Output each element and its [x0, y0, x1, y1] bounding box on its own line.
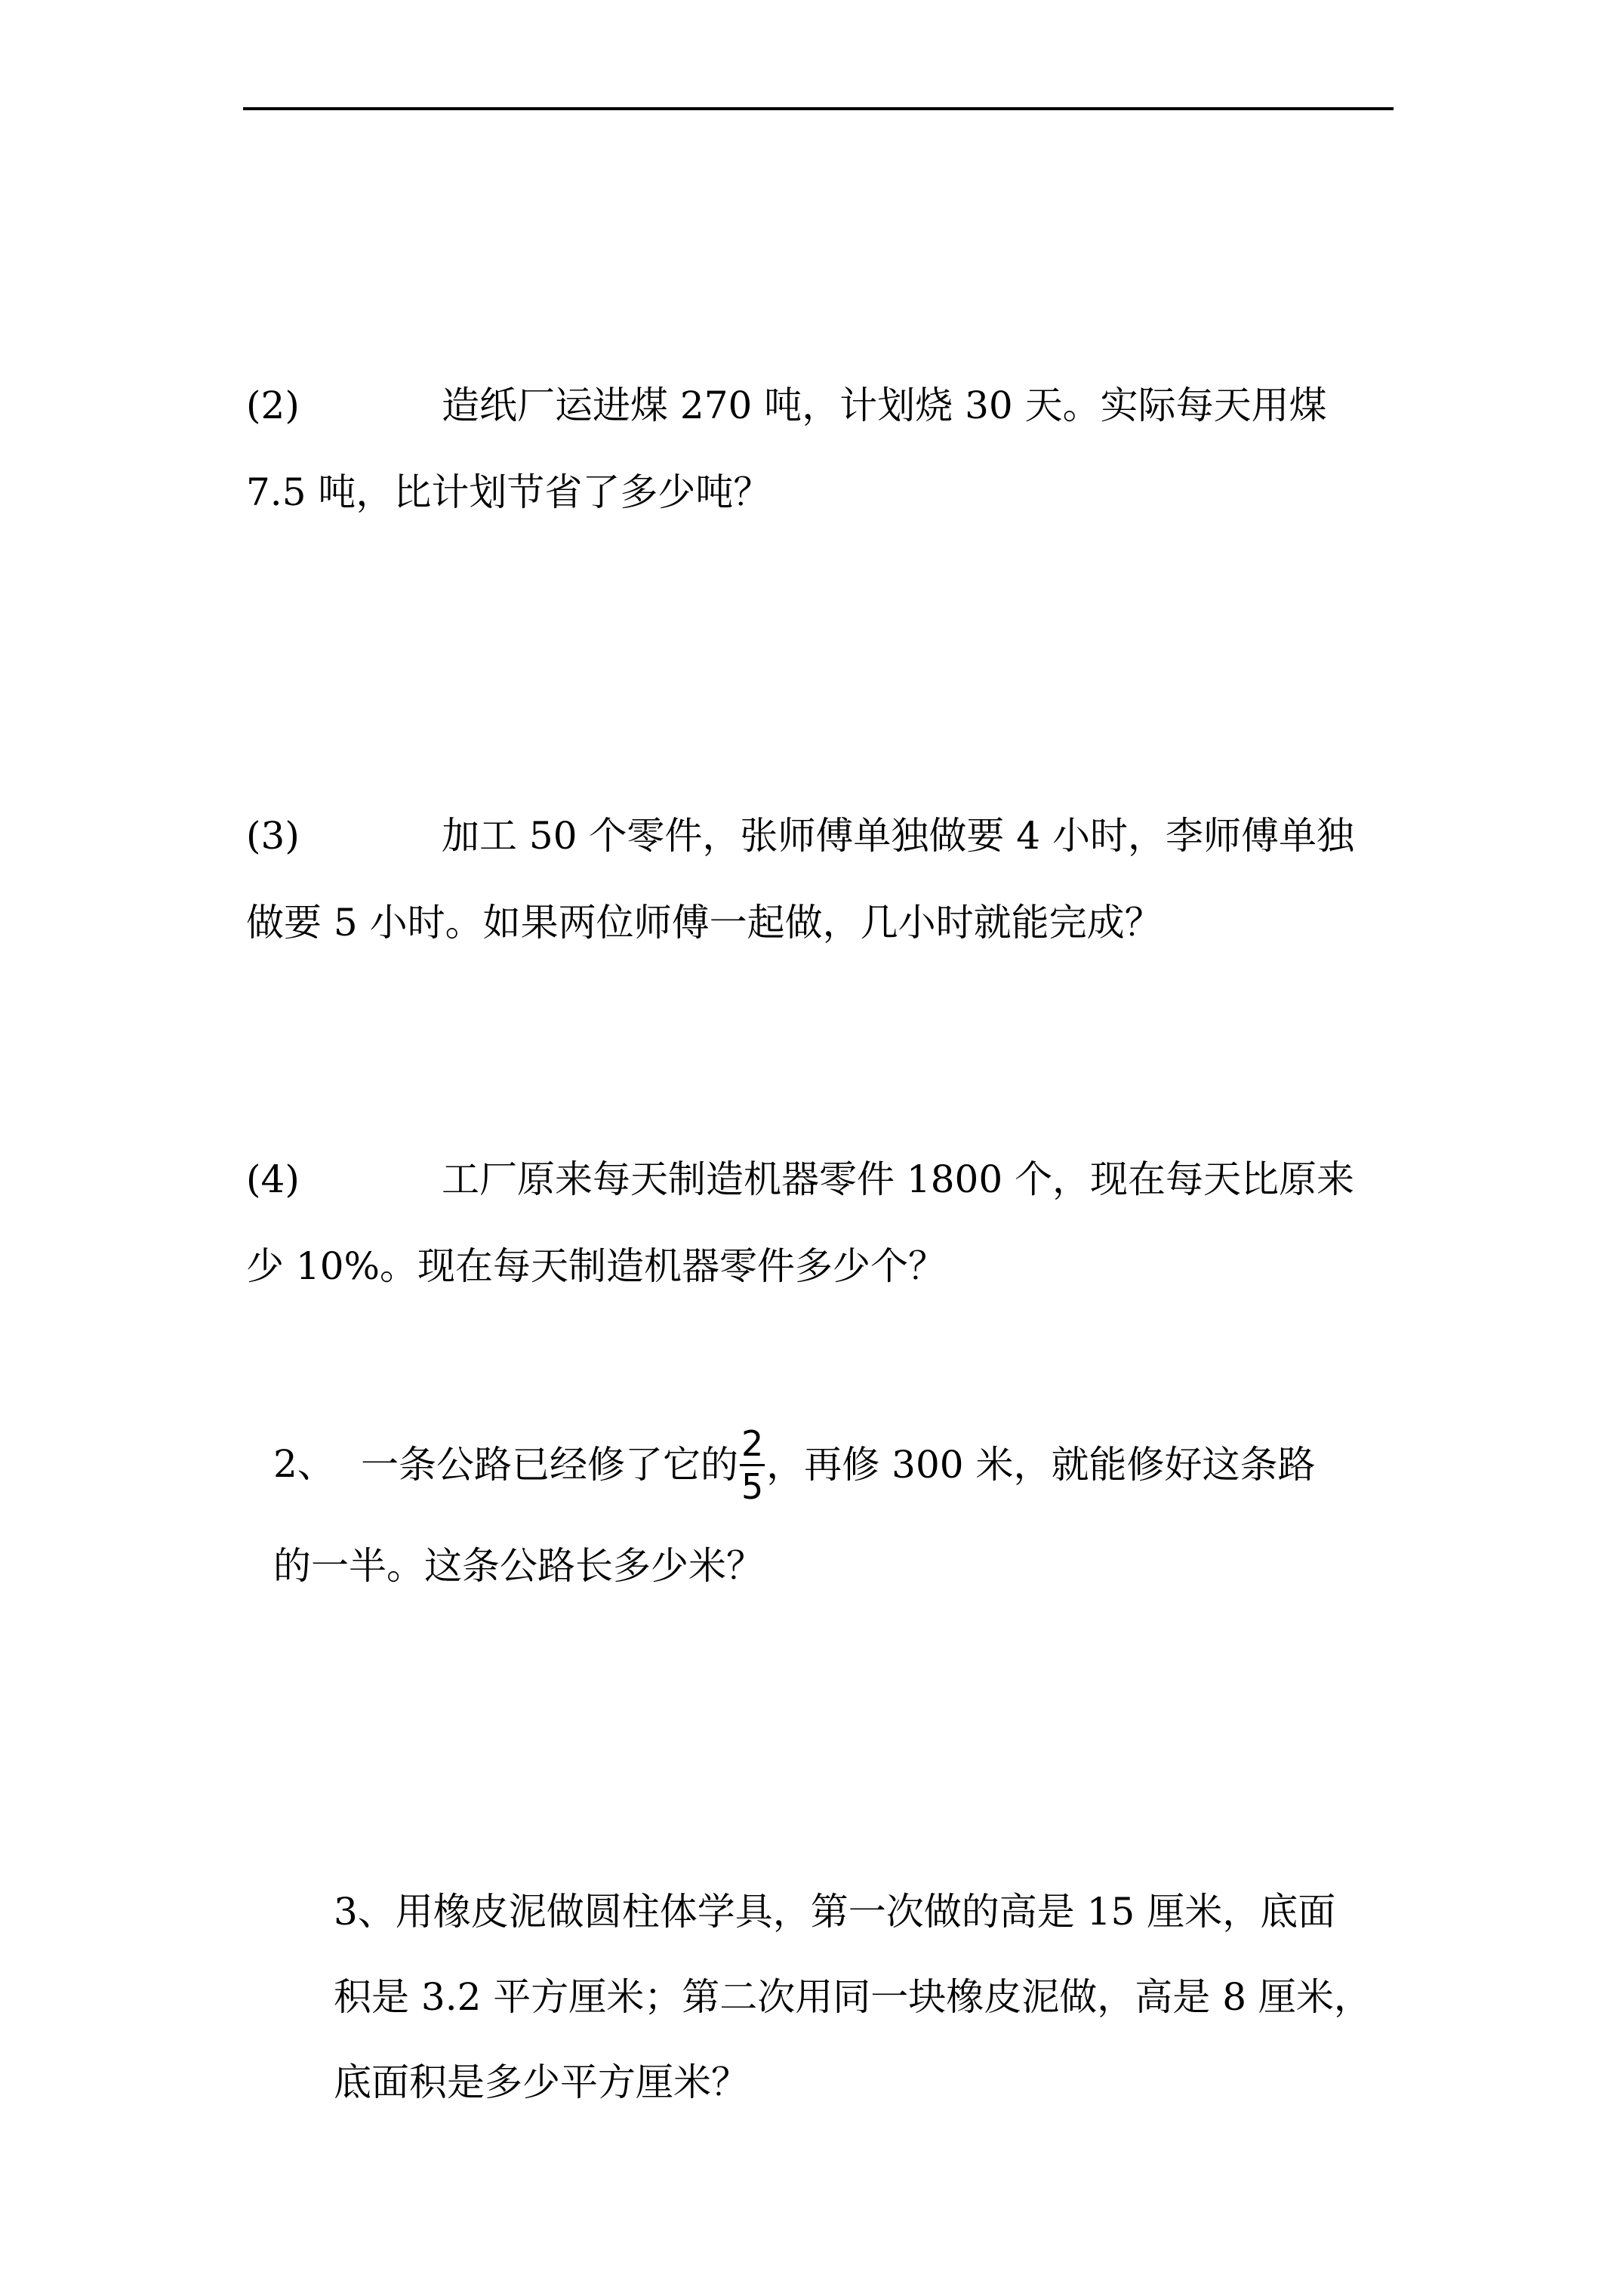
fraction: [740, 1422, 765, 1507]
question-text-line: 的一半。这条公路长多少米？: [273, 1544, 764, 1588]
header-rule: [243, 107, 1394, 110]
question-text-line: 积是 3.2 平方厘米；第二次用同一块橡皮泥做，高是 8 厘米，: [334, 1975, 1372, 2019]
question-text-segment: ，再修 300 米，就能修好这条路: [766, 1443, 1316, 1487]
question-text-segment: 一条公路已经修了它的: [361, 1443, 738, 1487]
question-text-line: 底面积是多少平方厘米？: [334, 2060, 749, 2104]
problem-text-line: 做要 5 小时。如果两位师傅一起做，几小时就能完成？: [246, 901, 1163, 945]
problem-text-line: 少 10%。现在每天制造机器零件多少个？: [246, 1244, 947, 1288]
fraction-numerator: 2: [741, 1422, 764, 1464]
question-text-line: [361, 1419, 1316, 1510]
question-number: 2、: [273, 1442, 335, 1486]
fraction-denominator: 5: [741, 1465, 764, 1507]
problem-number: (4): [246, 1157, 300, 1201]
problem-text-line: 工厂原来每天制造机器零件 1800 个，现在每天比原来: [442, 1157, 1355, 1201]
question-text-line: 3、用橡皮泥做圆柱体学具，第一次做的高是 15 厘米，底面: [334, 1890, 1336, 1934]
problem-number: (2): [246, 384, 300, 427]
problem-number: (3): [246, 814, 300, 858]
problem-text-line: 加工 50 个零件，张师傅单独做要 4 小时，李师傅单独: [442, 814, 1355, 858]
problem-text-line: 7.5 吨，比计划节省了多少吨？: [246, 470, 771, 514]
problem-text-line: 造纸厂运进煤 270 吨，计划烧 30 天。实际每天用煤: [442, 384, 1327, 427]
